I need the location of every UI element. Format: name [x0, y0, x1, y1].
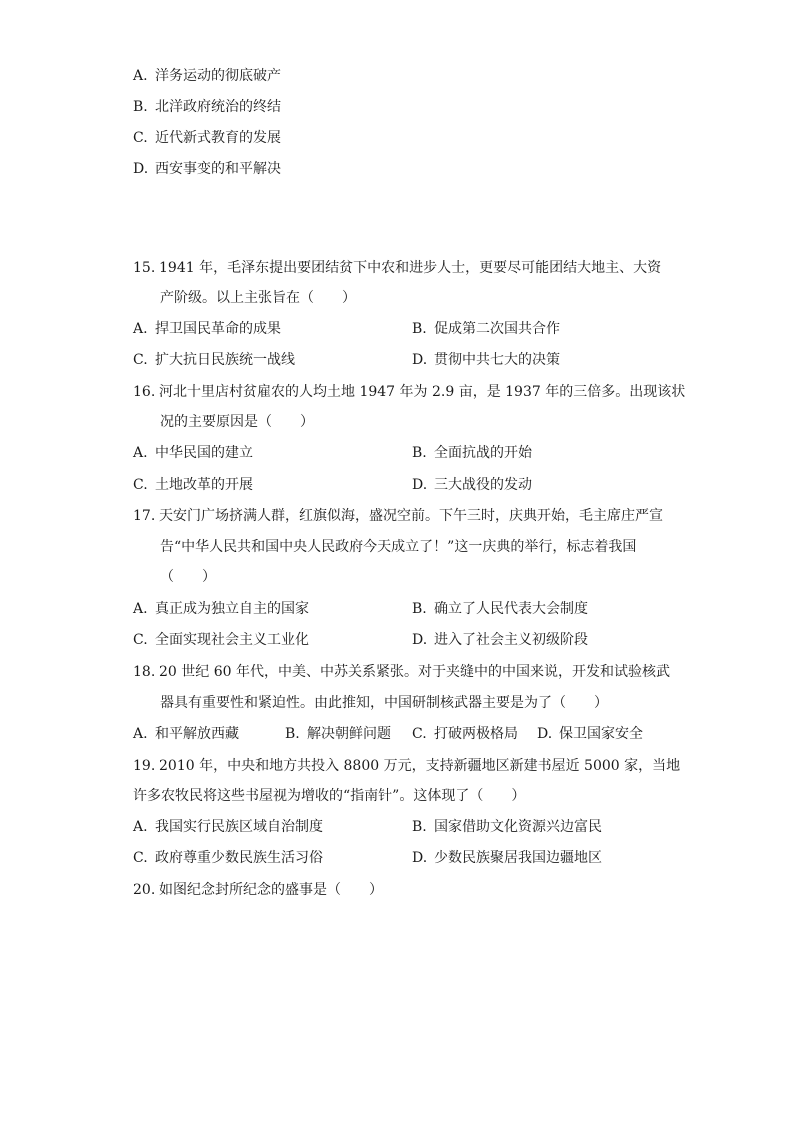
question-18-option-b: [285, 725, 391, 743]
option-text: 近代新式教育的发展: [155, 130, 281, 146]
option-text: 解决朝鲜问题: [307, 726, 391, 742]
option-label: C.: [133, 850, 148, 866]
question-17-option-a: [133, 600, 309, 618]
question-number: 19.: [133, 758, 156, 774]
question-17-option-b: [412, 600, 588, 618]
question-18-option-a: [133, 725, 239, 743]
option-text: 北洋政府统治的终结: [155, 99, 281, 115]
option-text: 中华民国的建立: [155, 445, 253, 461]
question-stem-text: 如图纪念封所纪念的盛事是（ ）: [159, 882, 383, 898]
question-stem-text: 天安门广场挤满人群，红旗似海，盛况空前。下午三时，庆典开始，毛主席庄严宣: [159, 508, 663, 524]
option-text: 进入了社会主义初级阶段: [434, 632, 588, 648]
question-18-option-c: [412, 725, 518, 743]
question-19-stem-line-2: 许多农牧民将这些书屋视为增收的“指南针”。这体现了（ ）: [133, 788, 526, 804]
option-label: B.: [412, 819, 427, 835]
option-text: 洋务运动的彻底破产: [155, 68, 281, 84]
question-number: 16.: [133, 384, 156, 400]
prev-option-b: [133, 98, 281, 116]
option-label: D.: [412, 850, 428, 866]
option-label: B.: [412, 445, 427, 461]
question-16-stem-line-1: [133, 383, 685, 401]
option-text: 促成第二次国共合作: [434, 321, 560, 337]
option-label: D.: [412, 477, 428, 493]
option-label: C.: [412, 726, 427, 742]
option-text: 我国实行民族区域自治制度: [155, 819, 323, 835]
option-label: C.: [133, 477, 148, 493]
question-19-option-b: [412, 818, 602, 836]
option-label: D.: [133, 161, 149, 177]
prev-option-a: [133, 67, 281, 85]
question-number: 15.: [133, 260, 156, 276]
question-18-stem-line-2: 器具有重要性和紧迫性。由此推知，中国研制核武器主要是为了（ ）: [160, 695, 608, 711]
question-stem-text: 河北十里店村贫雇农的人均土地 1947 年为 2.9 亩，是 1937 年的三倍多。出现该状: [159, 384, 686, 400]
option-label: C.: [133, 130, 148, 146]
option-label: B.: [412, 321, 427, 337]
question-17-stem-line-2: 告“中华人民共和国中央人民政府今天成立了！”这一庆典的举行，标志着我国: [160, 539, 637, 555]
option-text: 少数民族聚居我国边疆地区: [434, 850, 602, 866]
question-15-option-c: [133, 351, 295, 369]
option-text: 国家借助文化资源兴边富民: [434, 819, 602, 835]
question-17-option-c: [133, 631, 309, 649]
option-label: D.: [412, 632, 428, 648]
option-label: A.: [133, 68, 148, 84]
question-19-option-a: [133, 818, 323, 836]
question-17-stem-line-1: [133, 507, 663, 525]
option-text: 打破两极格局: [434, 726, 518, 742]
option-label: A.: [133, 726, 148, 742]
question-15-option-b: [412, 320, 560, 338]
option-label: A.: [133, 321, 148, 337]
question-number: 17.: [133, 508, 156, 524]
question-17-option-d: [412, 631, 588, 649]
option-text: 全面抗战的开始: [434, 445, 532, 461]
question-number: 18.: [133, 664, 156, 680]
option-text: 扩大抗日民族统一战线: [155, 352, 295, 368]
option-label: C.: [133, 352, 148, 368]
question-18-option-d: [537, 725, 643, 743]
option-text: 真正成为独立自主的国家: [155, 601, 309, 617]
question-16-option-a: [133, 444, 253, 462]
question-19-option-c: [133, 849, 323, 867]
option-text: 三大战役的发动: [434, 477, 532, 493]
question-15-stem-line-1: [133, 259, 661, 277]
option-text: 捍卫国民革命的成果: [155, 321, 281, 337]
question-16-stem-line-2: 况的主要原因是（ ）: [160, 414, 314, 430]
question-16-option-c: [133, 476, 253, 494]
option-label: B.: [133, 99, 148, 115]
option-text: 政府尊重少数民族生活习俗: [155, 850, 323, 866]
question-15-stem-line-2: 产阶级。以上主张旨在（ ）: [160, 290, 356, 306]
option-text: 全面实现社会主义工业化: [155, 632, 309, 648]
question-16-option-b: [412, 444, 532, 462]
question-17-stem-line-3: （ ）: [160, 569, 216, 585]
option-text: 确立了人民代表大会制度: [434, 601, 588, 617]
option-label: A.: [133, 445, 148, 461]
question-number: 20.: [133, 882, 156, 898]
question-19-stem-line-1: [133, 757, 680, 775]
option-label: A.: [133, 819, 148, 835]
option-label: A.: [133, 601, 148, 617]
question-18-stem-line-1: [133, 663, 670, 681]
question-20-stem-line-1: [133, 881, 383, 899]
question-15-option-d: [412, 351, 560, 369]
prev-option-d: [133, 160, 281, 178]
option-text: 西安事变的和平解决: [155, 161, 281, 177]
question-15-option-a: [133, 320, 281, 338]
prev-option-c: [133, 129, 281, 147]
option-label: D.: [537, 726, 553, 742]
option-text: 土地改革的开展: [155, 477, 253, 493]
question-19-option-d: [412, 849, 602, 867]
option-label: B.: [412, 601, 427, 617]
option-text: 和平解放西藏: [155, 726, 239, 742]
question-stem-text: 20 世纪 60 年代，中美、中苏关系紧张。对于夹缝中的中国来说，开发和试验核武: [159, 664, 670, 680]
question-16-option-d: [412, 476, 532, 494]
question-stem-text: 1941 年，毛泽东提出要团结贫下中农和进步人士，更要尽可能团结大地主、大资: [159, 260, 662, 276]
option-label: D.: [412, 352, 428, 368]
option-label: B.: [285, 726, 300, 742]
question-stem-text: 2010 年，中央和地方共投入 8800 万元，支持新疆地区新建书屋近 5000 家，当地: [159, 758, 681, 774]
option-text: 贯彻中共七大的决策: [434, 352, 560, 368]
option-text: 保卫国家安全: [559, 726, 643, 742]
option-label: C.: [133, 632, 148, 648]
